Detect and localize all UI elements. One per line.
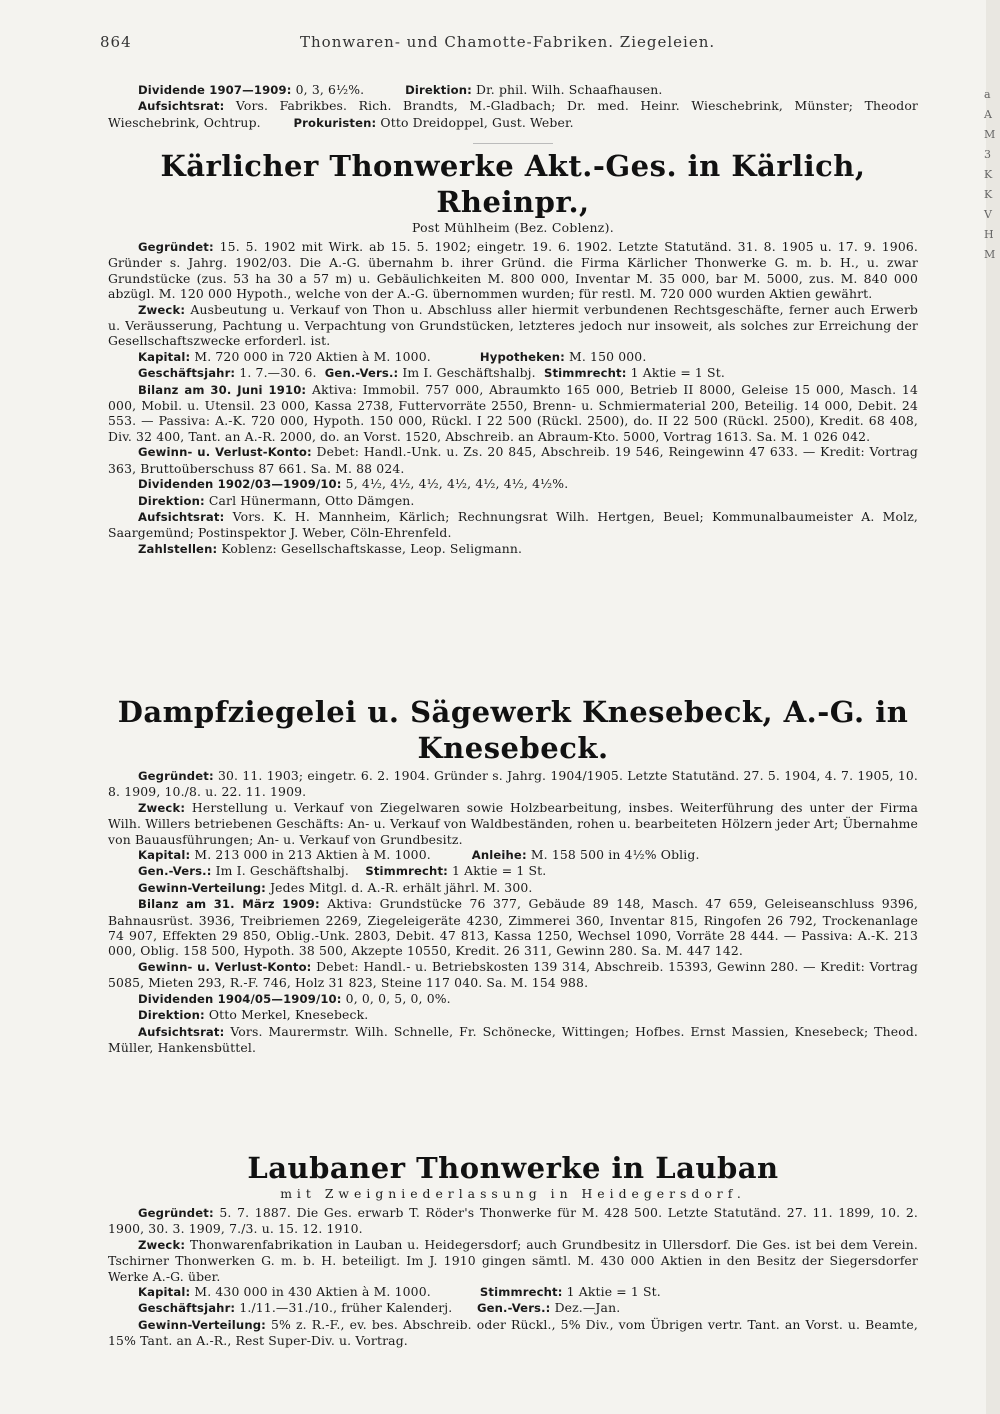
dividenden-line: Dividenden 1902/03—1909/10: 5, 4½, 4½, 4½, 4½, 4½, 4½, 4½%. [138,476,569,492]
entry-subtitle: Post Mühlheim (Bez. Coblenz). [412,220,614,235]
aufsichtsrat-paragraph: Aufsichtsrat: Vors. Maurermstr. Wilh. Schnelle, Fr. Schönecke, Wittingen; Hofbes. Ernst Massien, Knesebeck; Theod. Müller, Hankensbüttel. [108,1023,918,1055]
page-number: 864 [100,33,132,51]
running-title: Thonwaren- und Chamotte-Fabriken. Ziegeleien. [300,33,716,51]
gegruendet-paragraph: Gegründet: 5. 7. 1887. Die Ges. erwarb T. Röder's Thonwerke für M. 428 500. Letzte Statutänd. 27. 11. 1899, 10. 2. 1900, 30. 3. 1909, 7./3. u. 15. 12. 1910. [108,1205,918,1237]
geschaeftsjahr-line: Geschäftsjahr: 1./11.—31./10., früher Kalenderj. Gen.-Vers.: Dez.—Jan. [138,1300,621,1316]
kapital-line: Kapital: M. 720 000 in 720 Aktien à M. 1000. Hypotheken: M. 150 000. [138,348,647,364]
kapital-line: Kapital: M. 430 000 in 430 Aktien à M. 1000. Stimmrecht: 1 Aktie = 1 St. [138,1284,661,1300]
edge-letter: a [984,88,991,101]
zweck-paragraph: Zweck: Thonwarenfabrikation in Lauban u. Heidegersdorf; auch Grundbesitz in Ullersdorf. Die Ges. ist bei dem Verein. Tschirner Thonwerken G. m. b. H. beteiligt. Im J. 1910 gingen sämtl. M. 430 000 Aktien in den Besitz der Siegersdorfer Werke A.-G. über. [108,1236,918,1284]
bilanz-paragraph: Bilanz am 31. März 1909: Aktiva: Grundstücke 76 377, Gebäude 89 148, Masch. 47 659, Geleiseanschluss 9396, Bahnausrüst. 3936, Treibriemen 2269, Ziegeleigeräte 4230, Zimmerei 360, Inventar 815, Ringofen 26 792, Trockenanlage 74 907, Effekten 29 850, Oblig.-Unk. 2803, Debit. 47 813, Kassa 1250, Wechsel 1090, Vorräte 28 444. — Passiva: A.-K. 213 000, Oblig. 158 500, Hypoth. 38 500, Akzepte 10550, Kredit. 26 311, Gewinn 280. Sa. M. 447 142. [108,896,919,959]
edge-letter: K [984,188,993,201]
edge-letter: 3 [984,148,991,161]
entry-lauban [108,1150,918,1349]
aufsichtsrat-line: Aufsichtsrat: Vors. Fabrikbes. Rich. Brandts, M.-Gladbach; Dr. med. Heinr. Wieschebrink, Münster; Theodor Wieschebrink, Ochtrup. Prokuristen: Otto Dreidoppel, Gust. Weber. [108,98,919,130]
genvers-line: Gen.-Vers.: Im I. Geschäftshalbj. Stimmrecht: 1 Aktie = 1 St. [138,863,547,879]
zahlstellen-line: Zahlstellen: Koblenz: Gesellschaftskasse, Leop. Seligmann. [138,540,523,556]
kapital-line: Kapital: M. 213 000 in 213 Aktien à M. 1000. Anleihe: M. 158 500 in 4½% Oblig. [138,847,700,863]
previous-entry-tail [108,82,918,144]
geschaeftsjahr-line: Geschäftsjahr: 1. 7.—30. 6. Gen.-Vers.: Im I. Geschäftshalbj. Stimmrecht: 1 Aktie = 1 St. [138,365,725,381]
zweck-paragraph: Zweck: Herstellung u. Verkauf von Ziegelwaren sowie Holzbearbeitung, insbes. Weiterführung des unter der Firma Wilh. Willers betriebenen Geschäfts: An- u. Verkauf von Waldbeständen, rohen u. bearbeiteten Hölzern jeder Art; Übernahme von Bauausführungen; An- u. Verkauf von Grundbesitz. [108,799,919,847]
zweck-paragraph: Zweck: Ausbeutung u. Verkauf von Thon u. Abschluss aller hiermit verbundenen Rechtsgeschäfte, ferner auch Erwerb u. Veräusserung, Pachtung u. Verpachtung von Grundstücken, letzteres jedoch nur insoweit, als solches zur Erreichung der Gesellschaftszwecke erforderl. ist. [108,301,918,349]
edge-letter: H [984,228,994,241]
direktion-line: Direktion: Carl Hünermann, Otto Dämgen. [138,492,415,508]
section-divider [473,143,553,144]
entry-title: Laubaner Thonwerke in Lauban [247,1151,779,1185]
dividenden-line: Dividenden 1904/05—1909/10: 0, 0, 0, 5, 0, 0%. [138,990,451,1006]
edge-letter: M [984,128,996,141]
edge-letter: M [984,248,996,261]
gegruendet-paragraph: Gegründet: 15. 5. 1902 mit Wirk. ab 15. 5. 1902; eingetr. 19. 6. 1902. Letzte Statutänd. 31. 8. 1905 u. 17. 9. 1906. Gründer s. Jahrg. 1902/03. Die A.-G. übernahm b. ihrer Gründ. die Firma Kärlicher Thonwerke G. m. b. H., u. zwar Grundstücke (zus. 53 ha 30 a 57 m) u. Gebäulichkeiten M. 800 000, Inventar M. 35 000, bar M. 5000, zus. M. 840 000 abzügl. M. 120 000 Hypoth., welche von der A.-G. übernommen wurden; für restl. M. 720 000 wurden Aktien gewährt. [108,239,918,302]
edge-letter: V [984,208,992,221]
entry-knesebeck [108,694,918,1055]
bilanz-paragraph: Bilanz am 30. Juni 1910: Aktiva: Immobil. 757 000, Abraumkto 165 000, Betrieb II 8000, Geleise 15 000, Masch. 14 000, Mobil. u. Utensil. 23 000, Kassa 2738, Futtervorräte 2550, Brenn- u. Schmiermaterial 200, Beteilig. 14 000, Debit. 24 553. — Passiva: A.-K. 720 000, Hypoth. 150 000, Rückl. I 22 500 (Rückl. 2500), do. II 22 500 (Rückl. 2500), Kredit. 68 408, Div. 32 400, Tant. an A.-R. 2000, do. an Vorst. 1520, Abschreib. an Abraum-Kto. 5000, Vortrag 1613. Sa. M. 1 026 042. [108,381,918,444]
gewinn-verteilung-paragraph: Gewinn-Verteilung: 5% z. R.-F., ev. bes. Abschreib. oder Rückl., 5% Div., vom Übrigen vertr. Tant. an Vorst. u. Beamte, 15% Tant. an A.-R., Rest Super-Div. u. Vortrag. [108,1316,918,1349]
direktion-line: Direktion: Otto Merkel, Knesebeck. [138,1007,369,1023]
dividende-line: Dividende 1907—1909: 0, 3, 6½%. Direktion: Dr. phil. Wilh. Schaafhausen. [138,82,663,97]
entry-title: Kärlicher Thonwerke Akt.-Ges. in Kärlich, Rheinpr., [160,149,866,219]
aufsichtsrat-paragraph: Aufsichtsrat: Vors. K. H. Mannheim, Kärlich; Rechnungsrat Wilh. Hertgen, Beuel; Kommunalbaumeister A. Molz, Saargemünd; Postinspektor J. Weber, Cöln-Ehrenfeld. [108,508,918,541]
gewinn-verlust-paragraph: Gewinn- u. Verlust-Konto: Debet: Handl.- u. Betriebskosten 139 314, Abschreib. 15393, Gewinn 280. — Kredit: Vortrag 5085, Mieten 293, R.-F. 746, Holz 31 823, Steine 117 040. Sa. M. 154 988. [108,958,918,991]
adjacent-page-margin [984,85,998,265]
gewinn-verteilung-line: Gewinn-Verteilung: Jedes Mitgl. d. A.-R. erhält jährl. M. 300. [138,879,533,895]
edge-letter: K [984,168,993,181]
entry-title: Dampfziegelei u. Sägewerk Knesebeck, A.-G. in Knesebeck. [117,695,909,765]
entry-kaerlich [108,148,918,557]
entry-subtitle: mit Zweigniederlassung in Heidegersdorf. [280,1186,746,1201]
edge-letter: A [984,108,992,121]
gewinn-verlust-paragraph: Gewinn- u. Verlust-Konto: Debet: Handl.-Unk. u. Zs. 20 845, Abschreib. 19 546, Reingewinn 47 633. — Kredit: Vortrag 363, Bruttoüberschuss 87 661. Sa. M. 88 024. [108,444,918,476]
gegruendet-paragraph: Gegründet: 30. 11. 1903; eingetr. 6. 2. 1904. Gründer s. Jahrg. 1904/1905. Letzte Statutänd. 27. 5. 1904, 4. 7. 1905, 10. 8. 1909, 10./8. u. 22. 11. 1909. [108,768,919,800]
